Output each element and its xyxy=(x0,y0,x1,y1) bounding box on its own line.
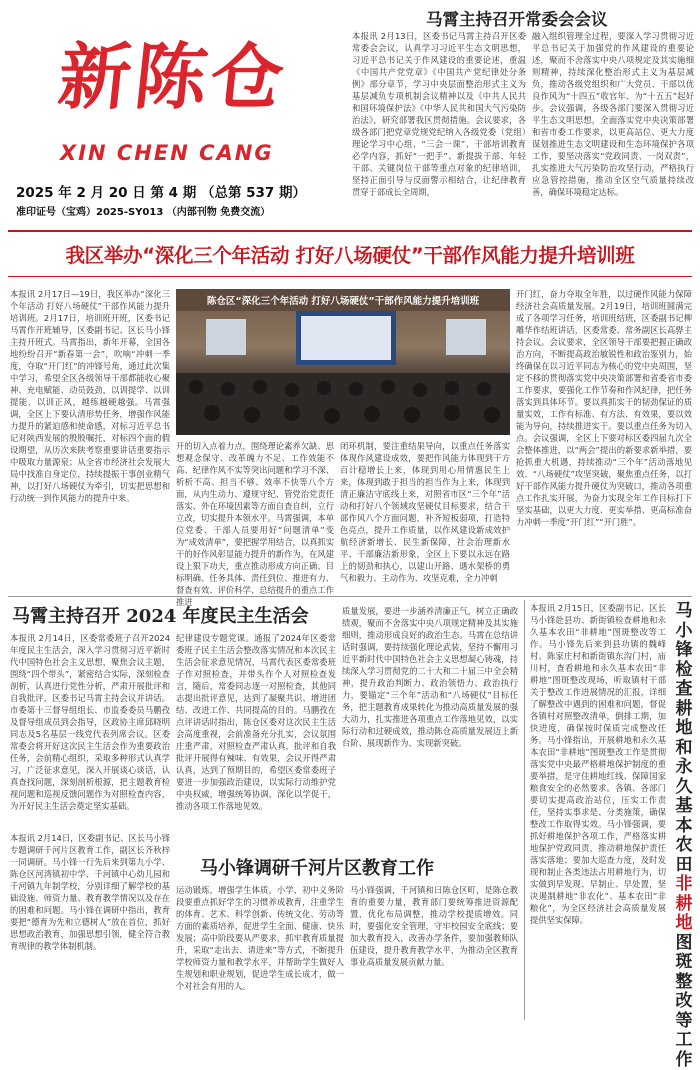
article4-headline: 马小锋调研千河片区教育工作 xyxy=(200,854,434,880)
photo-banner-text: 陈仓区“深化三个年活动 打好八场硬仗”干部作风能力提升培训班 xyxy=(184,293,502,307)
article3-headline: 马霄主持召开 2024 年度民主生活会 xyxy=(12,602,309,628)
article3-col1: 本报讯 2月14日，区委常委班子召开2024年度民主生活会，深入学习贯彻习近平新时代中国特色社会主义思想，聚焦会议主题，围绕“四个带头”，紧密结合实际，深刻检查剖析，认真进行党性分析，严肃开展批评和自我批评，区委书记马霄主持会议并讲话。市委第十三督导组组长、市监委委员马鹏孜及督导组成员到会指导，区政协主席邱晓明同志及5名基层一线党代表列席会议。区委常委会将开好这次民主生活会作为重要政治任务，会前精心组织，采取多种形式认真学习，广泛征求意见，深入开展谈心谈话，认真查找问题，深刻剖析根源，把主题教育检视问题和巡视反馈问题作为对照检查内容，为开好民主生活会奠定坚实基础。 xyxy=(10,632,170,828)
top-article-col2: 融入组织管理全过程，要深入学习贯彻习近平总书记关于加强党的作风建设的重要论述，聚而不舍落实中央八项规定及其实施细则精神，持续深化整治形式主义为基层减负，推动各级党组织和广大党员、干部以优良作风为“十四五”收官年、为“十五五”起好步。会议强调，各级各部门要深入贯彻习近平生态文明思想，全面落实党中央决策部署和省市委工作要求，以更高站位、更大力度谋划推进生态文明建设和生态环境保护各项工作，要坚决落实“党政同责、一岗双责”，扎实推进大气污染防治攻坚行动，严格执行应急管控措施，推动全区空气质量持续改善，确保环境稳定达标。 xyxy=(532,30,694,222)
main-article-col3: 闭环机制，要注重结果导向，以重点任务落实体现作风建设成效，要把作风能力体现到干方百计稳增长上来，体现到用心用情惠民生上来，体现到敢于担当的担当作为上来，体现到清正廉洁守底线上来，对照省市区“三个年”活动和打好八个领域攻坚硬仗目标要求，结合干部作风八个方面问题，补齐短板弱项，打造特色亮点，提升工作质量，以作风建设新成效护航经济新增长、民生新保障，社会治理新水平、干部廉洁新形象，全区上下要以永远在路上的韧劲和执心，以建山开路、遇水架桥的勇气和毅力、主动作为、攻坚克难，全力冲刺 xyxy=(340,440,510,592)
masthead-title: 新陈仓 xyxy=(36,22,310,132)
masthead-title-en: XIN CHEN CANG xyxy=(60,141,290,165)
issue-line: 2025 年 2 月 20 日 第 4 期 （总第 537 期） xyxy=(16,181,306,201)
article4-col3: 马小锋强调，千河镇和曰陈仓区町，是陈仓教育的重要力量，教育部门要统筹推进资源配置，优化布局调整，推动学校提质增效。同时，要强化安全管理，守牢校园安全底线；要加大教育投入，改善办学条件，要加强教师队伍建设，提升教育教学水平，为推动全区教育事业高质量发展贡献力量。 xyxy=(350,884,518,1022)
main-headline: 我区举办“深化三个年活动 打好八场硬仗”干部作风能力提升培训班 xyxy=(8,240,692,268)
side-article-body: 本报讯 2月15日，区委副书记、区长马小锋赴县功、新街镇检查耕地和永久基本农田“非耕地”图斑整改等工作。马小锋先后来到县功镇的魏峰村、陈家庄村和新街镇东沟门村，庙川村，查看耕地和永久基本农田“非耕地”图斑整改现场，听取镇村干部关于整改工作进展情况的汇报，详细了解整改中遇到的困难和问题，督促各镇村对照整改清单，倒排工期，加快进度，确保按时保质完成整改任务。马小锋指出，开展耕地和永久基本农田“非耕地”图斑整改工作是贯彻落实党中央最严格耕地保护制度的重要举措，是守住耕地红线、保障国家粮食安全的必然要求。各镇、各部门要切实提高政治站位，压实工作责任，坚持实事求是、分类施策，确保整改工作取得实效。马小锋强调，要抓好耕地保护各项工作，严格落实耕地保护党政同责，推动耕地保护责任落实落地；要加大巡查力度，及时发现和制止各类违法占用耕地行为，切实做到早发现、早制止、早处置，坚决遏制耕地“非农化”、基本农田“非粮化”，为全区经济社会高质量发展提供坚实保障。 xyxy=(530,602,666,1022)
top-article-headline: 马霄主持召开常委会会议 xyxy=(426,6,608,30)
side-divider xyxy=(524,600,525,1020)
main-article-col2: 开的切入点着力点，围绕理论素养欠缺、思想观念保守、改革魄力不足、工作效能不高、纪律作风不实等突出问题和学习不深、析析不高、担当不够、效率不快等八个方面，从内生动力、遵规守纪、管党治党责任落实、外在环境因素等方面自查自纠，立行立改，切实提升本领水平。马霄强调，本单位党委、干部人员要用好“问题清单”变为“成效清单”，要把握学用结合，以真抓实干的好作风彰显能力提升的新作为，在风建设上狠下功夫，重点推动形成方向正确、目标明确、任务具体、责任到位、推进有力、督查有效、评价科学、总结提升的重点工作推进 xyxy=(176,440,334,592)
side-headline-part2: 图斑整改等工作 xyxy=(674,934,694,1070)
training-photo-illustration xyxy=(176,289,510,435)
training-photo xyxy=(176,289,510,435)
section-divider xyxy=(8,596,692,597)
side-article-headline xyxy=(674,602,694,1070)
top-article-col1: 本报讯 2月13日，区委书记马霄主持召开区委常委会会议，认真学习习近平生态文明思想，习近平总书记关于作风建设的重要论述，重温《中国共产党党章》《中国共产党纪律处分条例》部分章节，学习中央层面整治形式主义为基层减负专项机制会议精神以及《中共人民共和国环境保护法》《中华人民共和国大气污染防治法》，研究部署我区贯彻措施。会议要求，各级各部门把党章党规党纪纳入各级党委（党组）理论学习中心组、“三会一课”、干部培训教育必学内容，抓好“一把手”、新提拔干部、年轻干部、关键岗位干部等重点对象的纪律培训，坚持正面引导与反面警示相结合，让纪律教育贯穿于部成长全周期， xyxy=(352,30,526,222)
headline-rule xyxy=(8,276,692,277)
side-headline-part1: 马小锋检查耕地和永久基本农田 xyxy=(674,602,694,875)
article3-col3: 质量发展，要进一步涵养清廉正气，树立正确政绩观，聚而不舍落实中央八项规定精神及其实施细则，推动形成良好的政治生态。马霄在总结讲话时强调，要持续强化理论武装，坚持不懈用习近平新时代中国特色社会主义思想凝心铸魂，持续深入学习贯彻党的二十大和二十届三中全会精神，提升政治判断力、政治领悟力、政治执行力，要锚定“三个年”活动和“八场硬仗”目标任务，把主题教育成果转化为推动高质量发展的强大动力，扎实推进各项重点工作落地见效，以实际行动和过硬成效，推动陈仓高质量发展迈上新台阶、展现新作为、实现新突破。 xyxy=(342,605,518,828)
top-rule xyxy=(8,230,692,232)
article4-col2: 运动锻炼，增强学生体质。小学、初中义务阶段要重点抓好学生的习惯养成教育，注重学生的体育、艺术、科学创新、传统文化、劳动等方面的素质培养，促进学生全面、健康、快乐发展；高中阶段要从严要求，抓牢教育质量提升，采取“走出去、请进来”等方式，不断提升学校师资力量和教学水平，并帮助学生做好人生规划和职业规划，促进学生成长成才，做一个对社会有用的人。 xyxy=(176,884,344,1022)
article3-col2: 纪律建设专题党课。通报了2024年区委常委班子民主生活会整改落实情况和本次民主生活会征求意见情况，马霄代表区委常委班子作对照检查，并带头作个人对照检查发言，随后，常委同志逐一对照检查，其他同志提出批评意见，达到了凝聚共识、增进团结、改进工作、共同提高的目的。马鹏孜在点评讲话时指出，陈仓区委对这次民主生活会高度重视，会前准备充分扎实，会议氛围庄重严肃，对照检查严肃认真，批评和自我批评开展得有辣味、有效果，会议开得严肃认真，达到了预期目的，希望区委常委班子要进一步加强政治建设，以实际行动维护党中央权威，增强统筹协调，深化以学促干，推动各项工作落地见效。 xyxy=(176,632,336,828)
main-article-col1: 本报讯 2月17日—19日，我区举办“深化三个年活动 打好八场硬仗”干部作风能力提升培训班。2月17日，培训班开班，区委书记马霄作开班辅导，区委副书记、区长马小锋主持开班式。马霄指出，新年开幕，全国各地纷纷召开“新春第一会”，吹响“冲刺一季度，夺取“开门红”的冲锋号角，通过此次集中学习，希望全区各级领导干部都能收心聚神、充电赋能、动员鼓劲，以训提学、以训提能、以训正风，越练越硬越强。马霄强调，全区上下要认清形势任务，增强作风能力提升的紧迫感和使命感，对标习近平总书记对陕西发展的殷殷嘱托，对标四个面的假设期望，从历次来陕考察重要讲话重要指示中吸取力量源泉；从全省市经济社会发展大局中找准自身定位，持续提振干事创业精气神，以打好八场硬仗为牵引，切实把思想和行动统一到作风能力的提升中来。 xyxy=(10,288,170,593)
main-article-col4: 开门红，奋力夺取全年胜，以过硬作风能力保障经济社会高质量发展。2月19日，培训班圆满完成了各项学习任务，培训班结班，区委副书记柳雕华作结班讲话，区委常委、常务副区长高骅主持会议。会议要求，全区领导干部要把握正确政治方向，不断提高政治敏锐性和政治鉴别力，始终确保在以习近平同志为核心的党中央周围，坚定不移的贯彻落实党中央决策部署和省委省市委工作要求，要强化工作节奏和作风纪律，把任务落实到具体环节。要以真抓实干的韧劲保证的质量实效，工作有标准、有方法、有效果，要以效能为导向，持续推进实干。要以重点任务为切入点。会议强调，全区上下要对标区委四届九次全会整体推进，以“两会”提出的新要求新举措，要抢抓重大机遇，持续推动“三个年”活动落地见效、“八场硬仗”攻坚突破，聚焦重点任务，以打好干部作风能力提升硬仗为突破口，推动各项重点工作扎实开展，为奋力实现全年工作目标打下坚实基础，以更大力度、更实举措、更高标准奋力冲刺一季度“开门红”“开门胜”。 xyxy=(516,288,692,593)
permit-line: 准印证号（宝鸡）2025-SY013 （内部刊物 免费交流） xyxy=(16,203,270,218)
side-headline-highlight: 非耕地 xyxy=(674,875,694,934)
article4-col1: 本报讯 2月14日，区委副书记、区长马小锋专题调研千河片区教育工作，副区长齐秋梓一同调研。马小锋一行先后来到第九小学、陈仓区河湾镇初中学、千河镇中心幼儿园和千河镇九年制学校，分别详细了解学校的基础设施、师资力量、教育教学情况以及存在的困难和问题。马小锋在调研中指出，教育要把“德育为先和立德树人”放在首位，抓好思想政治教育，加强思想引领，健全符合教育规律的教学体制机制。 xyxy=(10,832,170,1022)
